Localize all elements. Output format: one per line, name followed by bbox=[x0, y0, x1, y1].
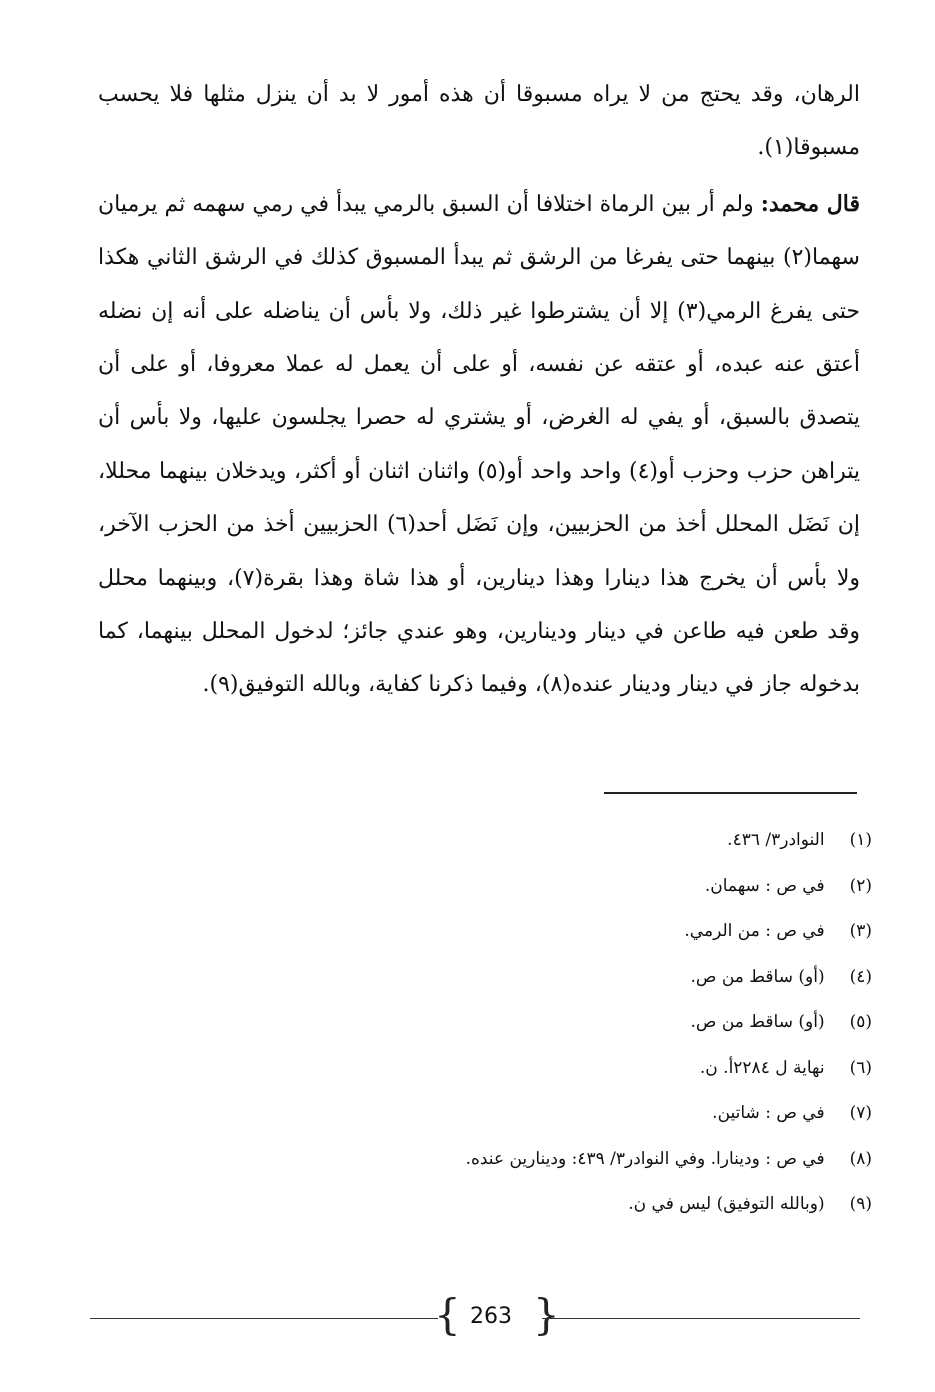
page-number: 263 bbox=[470, 1304, 512, 1329]
footnote-item bbox=[300, 1000, 872, 1046]
footnotes-list bbox=[300, 818, 872, 1228]
footnote-text: النوادر٣/ ٤٣٦. bbox=[727, 830, 825, 850]
footnote-number: (٨) bbox=[849, 1148, 872, 1169]
footnote-number: (٢) bbox=[849, 875, 872, 896]
main-text-block bbox=[98, 68, 860, 712]
open-brace-ornament: { bbox=[434, 1290, 461, 1339]
footnote-number: (٩) bbox=[849, 1194, 872, 1214]
footnote-text: في ص : ودينارا. وفي النوادر٣/ ٤٣٩: ودينارين عنده. bbox=[465, 1148, 825, 1169]
footnote-text: (أو) ساقط من ص. bbox=[690, 966, 825, 987]
footnote-text: (وبالله التوفيق) ليس في ن. bbox=[628, 1194, 825, 1214]
close-brace-ornament: } bbox=[533, 1290, 560, 1339]
footnote-number: (٤) bbox=[849, 966, 872, 987]
paragraph-2 bbox=[98, 178, 860, 712]
footnote-item bbox=[300, 864, 872, 910]
footnote-number: (١) bbox=[849, 830, 872, 850]
footnote-text: نهاية ل ٢٢٨٤أ. ن. bbox=[699, 1057, 825, 1078]
footnote-separator bbox=[604, 792, 857, 794]
footnote-number: (٣) bbox=[849, 921, 872, 941]
footer-rule-left bbox=[90, 1318, 438, 1319]
footnote-number: (٧) bbox=[849, 1103, 872, 1123]
footer-rule-right bbox=[542, 1318, 860, 1319]
paragraph-2-text: ولم أر بين الرماة اختلافا أن السبق بالرمي يبدأ في رمي سهمه ثم يرميان سهما(٢) بينهما حتى يفرغا من الرشق ثم يبدأ المسبوق كذلك في الرشق الثاني هكذا حتى يفرغ الرمي(٣) إلا أن يشترطوا غير ذلك، ولا بأس أن يناضله على أنه إن نضله أعتق عنه عبده، أو عتقه عن نفسه، أو على أن يعمل له عملا معروفا، أو على أن يتصدق بالسبق، أو يفي له الغرض، أو يشتري له حصرا يجلسون عليها، ولا بأس أن يتراهن حزب وحزب أو(٤) واحد واحد أو(٥) واثنان اثنان أو أكثر، ويدخلان بينهما محللا، إن نَضَل المحلل أخذ من الحزبيين، وإن نَضَل أحد(٦) الحزبيين أخذ من الحزب الآخر، ولا بأس أن يخرج هذا دينارا وهذا دينارين، أو هذا شاة وهذا بقرة(٧)، وبينهما محلل وقد طعن فيه طاعن في دينار ودينارين، وهو عندي جائز؛ لدخول المحلل بينهما، كما بدخوله جاز في دينار ودينار عنده(٨)، وفيما ذكرنا كفاية، وبالله التوفيق(٩). bbox=[98, 191, 860, 698]
footnote-item bbox=[300, 1091, 872, 1137]
footnote-text: في ص : من الرمي. bbox=[684, 921, 825, 941]
footnote-text: في ص : سهمان. bbox=[704, 875, 825, 896]
footnote-item bbox=[300, 1046, 872, 1092]
page-footer bbox=[90, 1288, 860, 1348]
footnote-item bbox=[300, 818, 872, 864]
paragraph-2-lead: قال محمد: bbox=[760, 190, 860, 217]
footnote-number: (٦) bbox=[849, 1057, 872, 1078]
paragraph-1: الرهان، وقد يحتج من لا يراه مسبوقا أن هذه أمور لا بد أن ينزل مثلها فلا يحسب مسبوقا(١). bbox=[98, 82, 860, 161]
footnote-item bbox=[300, 955, 872, 1001]
footnote-item bbox=[300, 1137, 872, 1183]
footnote-text: في ص : شاتين. bbox=[712, 1103, 825, 1123]
footnote-number: (٥) bbox=[849, 1012, 872, 1032]
footnote-text: (أو) ساقط من ص. bbox=[690, 1012, 825, 1032]
footnote-item bbox=[300, 909, 872, 955]
footnote-item bbox=[300, 1182, 872, 1228]
